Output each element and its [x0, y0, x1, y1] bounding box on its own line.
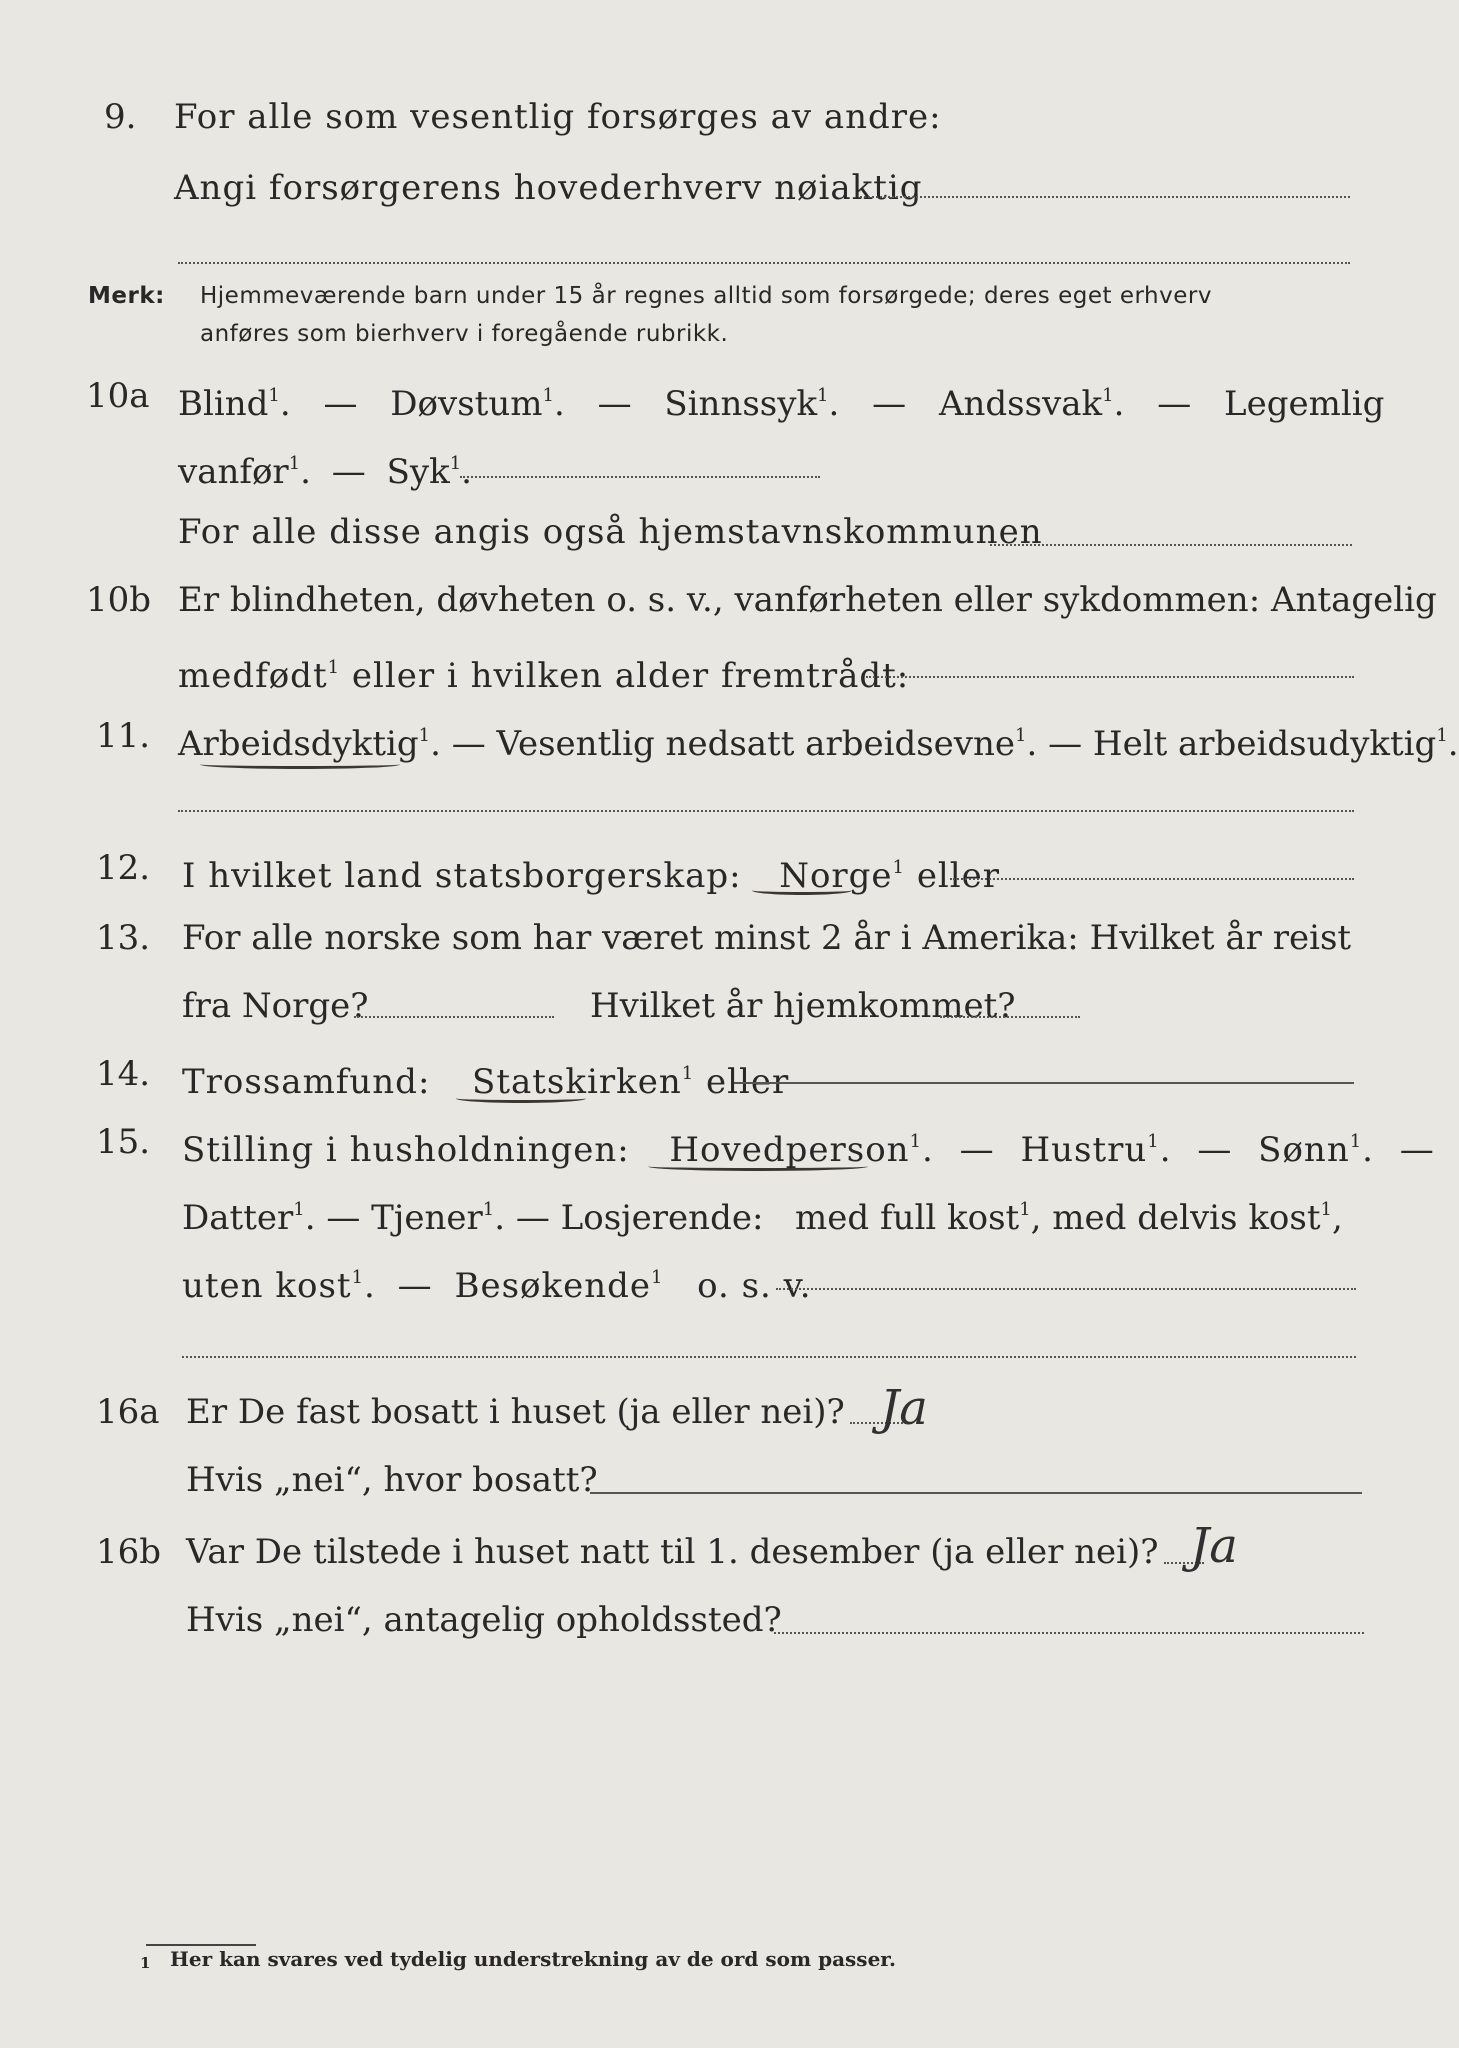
- q9-line2: Angi forsørgerens hovederhverv nøiaktig: [174, 168, 923, 208]
- q16a-line1: Er De fast bosatt i huset (ja eller nei)?: [186, 1392, 845, 1432]
- opt-uten-kost[interactable]: uten kost: [182, 1266, 352, 1306]
- q16a-bosatt-field[interactable]: [590, 1492, 1362, 1494]
- q9-answer-field[interactable]: [860, 196, 1350, 198]
- opt-andssvak[interactable]: Andssvak: [938, 384, 1103, 424]
- merk-line2: anføres som bierhverv i foregående rubrikk.: [200, 321, 729, 347]
- q10b-number: 10b: [86, 580, 152, 620]
- q10b-alder-field[interactable]: [866, 676, 1354, 678]
- q14-answer-field[interactable]: [734, 1082, 1354, 1084]
- q9-number: 9.: [104, 97, 137, 137]
- opt-statskirken[interactable]: Statskirken: [472, 1062, 682, 1102]
- q15-number: 15.: [96, 1122, 151, 1162]
- q13-line1: For alle norske som har været minst 2 år i Amerika: Hvilket år reist: [182, 918, 1352, 958]
- opt-delvis-kost[interactable]: med delvis kost: [1052, 1198, 1321, 1238]
- opt-datter[interactable]: Datter: [182, 1198, 294, 1238]
- q10a-number: 10a: [86, 376, 150, 416]
- opt-sonn[interactable]: Sønn: [1258, 1130, 1350, 1170]
- q13-hjemkommet-field[interactable]: [940, 1016, 1080, 1018]
- q12-line: I hvilket land statsborgerskap: Norge$^1$ eller: [182, 856, 1001, 896]
- q15-line1: Stilling i husholdningen: Hovedperson$^1$. — Hustru$^1$. — Sønn$^1$. —: [182, 1130, 1435, 1170]
- opt-hovedperson[interactable]: Hovedperson: [669, 1130, 910, 1170]
- q10a-hjemstavn-field[interactable]: [990, 544, 1352, 546]
- q15-answer-field-2[interactable]: [182, 1356, 1356, 1358]
- handwritten-underline-statskirken: [456, 1094, 586, 1103]
- q16a-number: 16a: [96, 1392, 160, 1432]
- opt-norge[interactable]: Norge: [779, 856, 893, 896]
- opt-udyktig[interactable]: Helt arbeidsudyktig: [1092, 724, 1437, 764]
- q14-line: Trossamfund: Statskirken$^1$ eller: [182, 1062, 790, 1102]
- opt-arbeidsdyktig[interactable]: Arbeidsdyktig: [178, 724, 419, 764]
- q11-line: Arbeidsdyktig$^1$. — Vesentlig nedsatt arbeidsevne$^1$. — Helt arbeidsudyktig$^1$.: [178, 724, 1459, 764]
- q16b-opholdssted-field[interactable]: [774, 1632, 1364, 1634]
- opt-nedsatt[interactable]: Vesentlig nedsatt arbeidsevne: [496, 724, 1016, 764]
- q12-number: 12.: [96, 848, 151, 888]
- q13-reist-field[interactable]: [354, 1016, 554, 1018]
- opt-sinnssyk[interactable]: Sinnssyk: [664, 384, 818, 424]
- q11-number: 11.: [96, 716, 151, 756]
- q16a-handwritten-answer: Ja: [880, 1380, 928, 1436]
- opt-syk[interactable]: Syk: [386, 452, 450, 492]
- q10b-line2: medfødt$^1$ eller i hvilken alder fremtrådt:: [178, 656, 910, 696]
- merk-line1: Hjemmeværende barn under 15 år regnes alltid som forsørgede; deres eget erhverv: [200, 283, 1212, 309]
- opt-hustru[interactable]: Hustru: [1020, 1130, 1148, 1170]
- q10a-line2: vanfør$^1$. — Syk$^1$.: [178, 452, 472, 492]
- opt-besokende[interactable]: Besøkende: [454, 1266, 651, 1306]
- opt-blind[interactable]: Blind: [178, 384, 269, 424]
- q10a-line1: Blind$^1$. — Døvstum$^1$. — Sinnssyk$^1$. — Andssvak$^1$. — Legemlig: [178, 384, 1385, 424]
- q10a-syk-field[interactable]: [460, 476, 820, 478]
- opt-legemlig[interactable]: Legemlig: [1224, 384, 1385, 424]
- q16b-line1: Var De tilstede i huset natt til 1. desember (ja eller nei)?: [186, 1532, 1159, 1572]
- q13-number: 13.: [96, 918, 151, 958]
- opt-tjener[interactable]: Tjener: [371, 1198, 483, 1238]
- q10b-line1: Er blindheten, døvheten o. s. v., vanførheten eller sykdommen: Antagelig: [178, 580, 1437, 620]
- footnote-marker: 1: [140, 1954, 151, 1972]
- q15-line2: Datter$^1$. — Tjener$^1$. — Losjerende: med full kost$^1$, med delvis kost$^1$,: [182, 1198, 1343, 1238]
- opt-dovstum[interactable]: Døvstum: [390, 384, 543, 424]
- q15-line3: uten kost$^1$. — Besøkende$^1$ o. s. v.: [182, 1266, 812, 1306]
- q14-number: 14.: [96, 1054, 151, 1094]
- q16b-handwritten-answer: Ja: [1190, 1518, 1238, 1574]
- q15-answer-field[interactable]: [776, 1288, 1356, 1290]
- footnote-text: Her kan svares ved tydelig understrekning av de ord som passer.: [170, 1947, 896, 1971]
- opt-vanfor[interactable]: vanfør: [178, 452, 289, 492]
- handwritten-underline-hovedperson: [648, 1162, 868, 1171]
- opt-medfodt[interactable]: medfødt: [178, 656, 328, 696]
- q13-line2b: Hvilket år hjemkommet?: [590, 986, 1016, 1026]
- q11-answer-field[interactable]: [178, 810, 1354, 812]
- handwritten-underline-arbeidsdyktig: [200, 760, 400, 769]
- q16b-number: 16b: [96, 1532, 162, 1572]
- q9-answer-field-2[interactable]: [178, 262, 1350, 264]
- q9-line1: For alle som vesentlig forsørges av andre:: [174, 97, 942, 137]
- q13-line2: fra Norge?: [182, 986, 369, 1026]
- opt-full-kost[interactable]: med full kost: [795, 1198, 1020, 1238]
- q10a-line3: For alle disse angis også hjemstavnskommunen: [178, 512, 1043, 552]
- q12-answer-field[interactable]: [950, 878, 1354, 880]
- handwritten-underline-norge: [752, 886, 852, 895]
- merk-label: Merk:: [88, 283, 165, 309]
- q16b-line2: Hvis „nei“, antagelig opholdssted?: [186, 1600, 782, 1640]
- q16a-line2: Hvis „nei“, hvor bosatt?: [186, 1460, 598, 1500]
